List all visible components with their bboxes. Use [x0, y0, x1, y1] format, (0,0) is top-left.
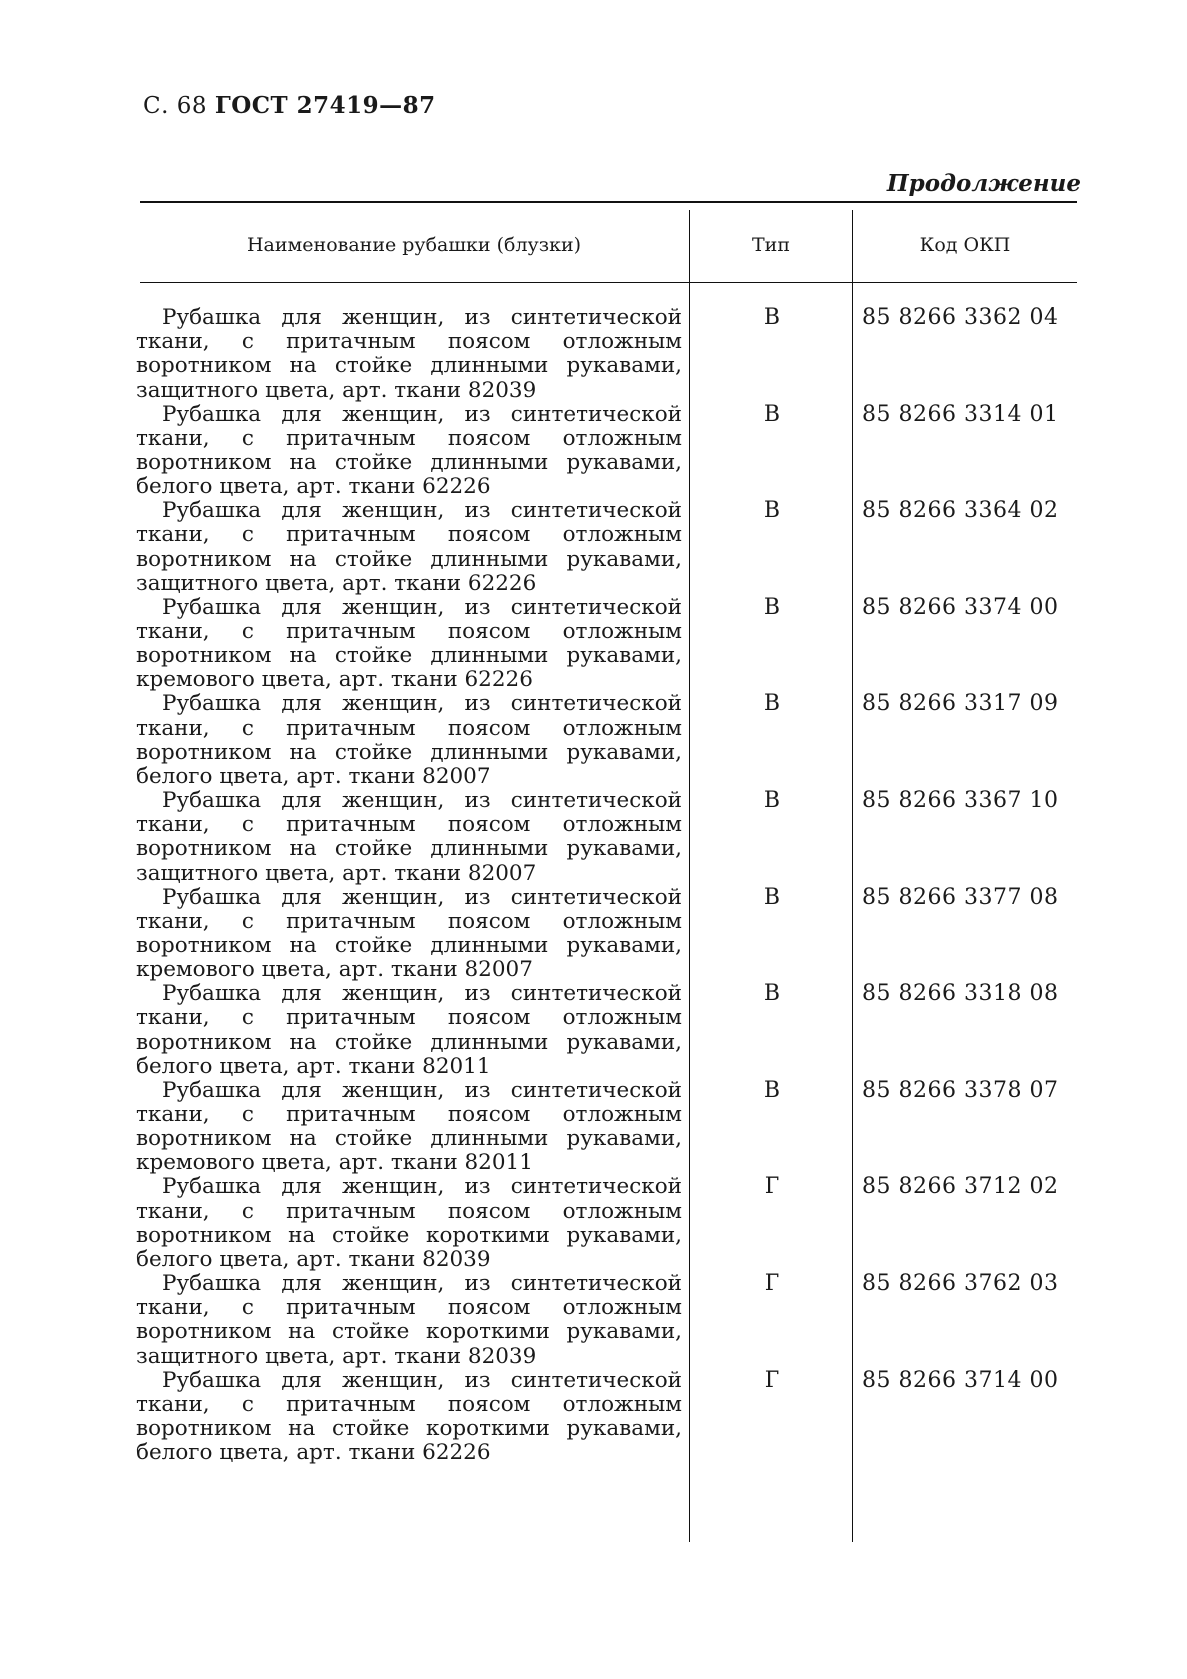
garment-type: В — [763, 1077, 781, 1103]
garment-name: Рубашка для женщин, из синтетической ткани, с притачным поясом отложным воротником на стойке длинными рукавами, белого цвета, арт. ткани 82011 — [136, 981, 682, 1079]
okp-code: 85 8266 3318 08 — [862, 981, 1059, 1007]
table-row — [0, 1369, 1187, 1466]
garment-name: Рубашка для женщин, из синтетической ткани, с притачным поясом отложным воротником на стойке длинными рукавами, защитного цвета, арт. ткани 82039 — [136, 305, 682, 403]
table-body — [0, 306, 1187, 1465]
okp-code: 85 8266 3374 00 — [862, 594, 1059, 620]
table-row — [0, 1272, 1187, 1369]
okp-code: 85 8266 3362 04 — [862, 305, 1059, 330]
table-row — [0, 1175, 1187, 1272]
garment-name: Рубашка для женщин, из синтетической ткани, с притачным поясом отложным воротником на стойке короткими рукавами, защитного цвета, арт. ткани 82039 — [136, 1270, 682, 1369]
garment-type: Г — [764, 1174, 780, 1200]
garment-type: В — [763, 594, 781, 620]
okp-code: 85 8266 3377 08 — [862, 884, 1059, 910]
garment-name: Рубашка для женщин, из синтетической ткани, с притачным поясом отложным воротником на стойке длинными рукавами, кремового цвета, арт. ткани 82007 — [136, 884, 682, 983]
table-top-rule — [140, 201, 1077, 203]
page-header — [143, 92, 436, 119]
garment-name: Рубашка для женщин, из синтетической ткани, с притачным поясом отложным воротником на стойке короткими рукавами, белого цвета, арт. ткани 82039 — [136, 1174, 682, 1272]
garment-type: В — [763, 787, 781, 813]
table-header-rule — [140, 282, 1077, 283]
okp-code: 85 8266 3314 01 — [862, 401, 1059, 427]
table-row — [0, 789, 1187, 886]
table-row — [0, 692, 1187, 789]
garment-name: Рубашка для женщин, из синтетической ткани, с притачным поясом отложным воротником на стойке длинными рукавами, кремового цвета, арт. ткани 82011 — [136, 1077, 682, 1176]
table-row — [0, 1079, 1187, 1176]
garment-name: Рубашка для женщин, из синтетической ткани, с притачным поясом отложным воротником на стойке длинными рукавами, защитного цвета, арт. ткани 82007 — [136, 787, 682, 886]
garment-name: Рубашка для женщин, из синтетической ткани, с притачным поясом отложным воротником на стойке длинными рукавами, кремового цвета, арт. ткани 62226 — [136, 594, 682, 693]
garment-name: Рубашка для женщин, из синтетической ткани, с притачным поясом отложным воротником на стойке длинными рукавами, защитного цвета, арт. ткани 62226 — [136, 498, 682, 596]
okp-code: 85 8266 3317 09 — [862, 691, 1059, 717]
garment-type: В — [763, 884, 781, 910]
okp-code: 85 8266 3712 02 — [862, 1174, 1059, 1200]
garment-name: Рубашка для женщин, из синтетической ткани, с притачным поясом отложным воротником на стойке длинными рукавами, белого цвета, арт. ткани 62226 — [136, 401, 682, 500]
garment-type: В — [763, 691, 781, 717]
garment-type: В — [763, 498, 781, 524]
garment-name: Рубашка для женщин, из синтетической ткани, с притачным поясом отложным воротником на стойке длинными рукавами, белого цвета, арт. ткани 82007 — [136, 691, 682, 789]
garment-type: В — [763, 981, 781, 1007]
standard-number: ГОСТ 27419—87 — [214, 92, 436, 119]
continuation-label: Продолжение — [886, 170, 1081, 197]
column-header-name: Наименование рубашки (блузки) — [246, 234, 582, 256]
column-header-type: Тип — [752, 234, 790, 256]
okp-code: 85 8266 3367 10 — [862, 787, 1059, 813]
okp-code: 85 8266 3762 03 — [862, 1270, 1059, 1296]
garment-type: В — [763, 305, 781, 330]
column-header-code: Код ОКП — [919, 234, 1011, 256]
table-row — [0, 499, 1187, 596]
page-number: С. 68 — [143, 93, 207, 119]
garment-type: Г — [764, 1367, 780, 1393]
okp-code: 85 8266 3364 02 — [862, 498, 1059, 524]
table-row — [0, 982, 1187, 1079]
garment-type: Г — [764, 1270, 780, 1296]
garment-name: Рубашка для женщин, из синтетической ткани, с притачным поясом отложным воротником на стойке короткими рукавами, белого цвета, арт. ткани 62226 — [136, 1367, 682, 1466]
okp-code: 85 8266 3714 00 — [862, 1367, 1059, 1393]
okp-code: 85 8266 3378 07 — [862, 1077, 1059, 1103]
table-row — [0, 306, 1187, 403]
table-row — [0, 403, 1187, 500]
garment-type: В — [763, 401, 781, 427]
table-row — [0, 596, 1187, 693]
table-row — [0, 886, 1187, 983]
